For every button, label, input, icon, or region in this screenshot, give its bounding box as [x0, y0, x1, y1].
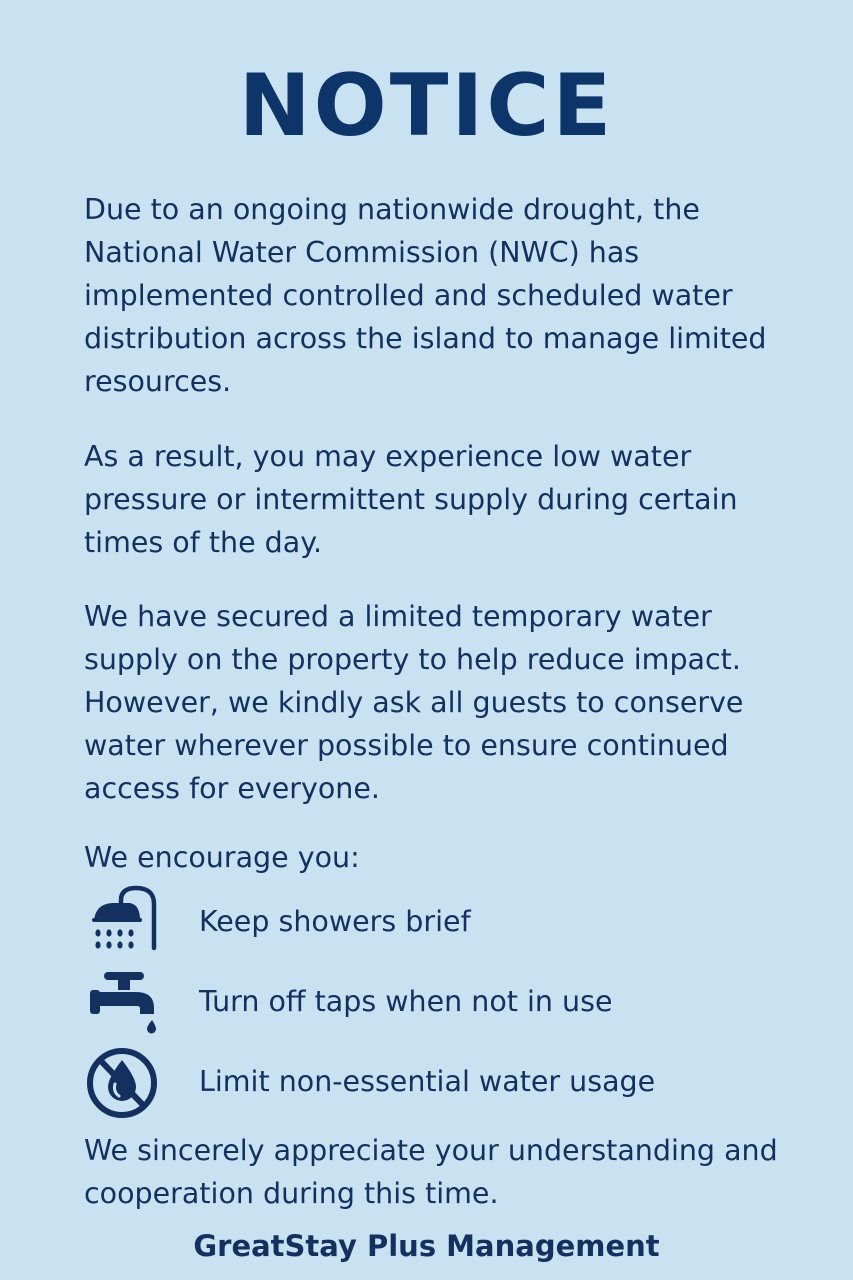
intro-paragraph: Due to an ongoing nationwide drought, the National Water Commission (NWC) has implemented controlled and scheduled water distribution across the island to manage limited resources. — [84, 193, 767, 398]
tip-item-showers — [84, 884, 804, 960]
tip-item-taps — [84, 964, 804, 1040]
tip-label: Turn off taps when not in use — [199, 985, 613, 1018]
notice-title: NOTICE — [238, 56, 615, 156]
tip-label: Limit non-essential water usage — [199, 1065, 656, 1098]
tip-label: Keep showers brief — [199, 905, 471, 938]
faucet-icon — [84, 964, 164, 1040]
encourage-heading: We encourage you: — [84, 841, 360, 874]
impact-paragraph: As a result, you may experience low water pressure or intermittent supply during certain times of the day. — [84, 440, 738, 559]
supply-paragraph: We have secured a limited temporary water supply on the property to help reduce impact. However, we kindly ask all guests to conserve water wherever possible to ensure continued access for everyone. — [84, 600, 744, 805]
closing-paragraph: We sincerely appreciate your understanding and cooperation during this time. — [84, 1134, 778, 1210]
tip-item-usage — [84, 1044, 804, 1120]
signature: GreatStay Plus Management — [193, 1229, 660, 1263]
no-water-icon — [84, 1044, 164, 1120]
shower-icon — [84, 884, 164, 960]
